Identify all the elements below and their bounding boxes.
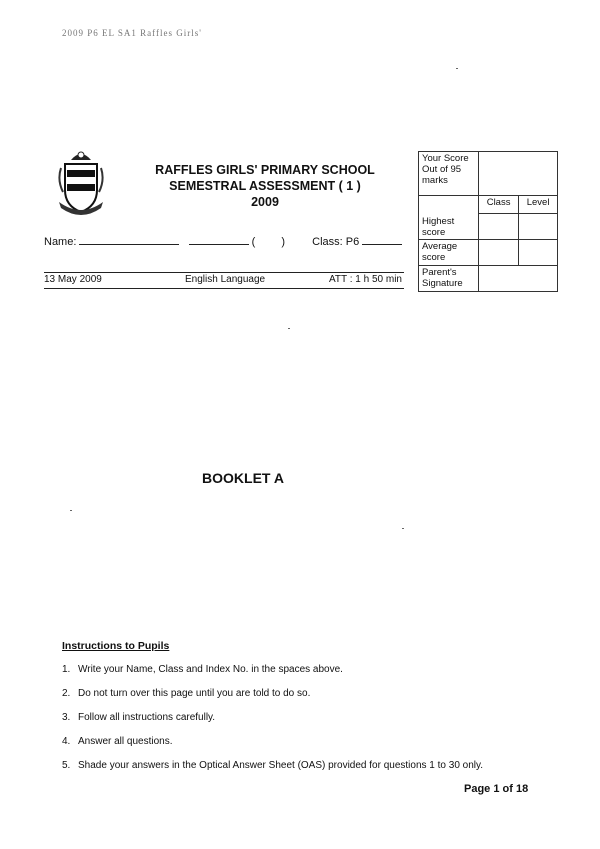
your-score-label: Your Score Out of 95 marks: [419, 152, 479, 196]
scan-speck: [456, 68, 458, 69]
average-score-label: Average score: [419, 240, 479, 266]
page-number: Page 1 of 18: [464, 783, 529, 795]
index-paren-open: (: [251, 236, 256, 248]
instructions-list: [62, 664, 483, 784]
average-class-cell[interactable]: [479, 240, 519, 266]
name-label: Name:: [44, 236, 77, 248]
name-class-row: [44, 234, 402, 248]
index-field[interactable]: [258, 235, 278, 245]
list-item: 3. Follow all instructions carefully.: [62, 712, 216, 723]
name-field[interactable]: [79, 234, 179, 245]
school-name: RAFFLES GIRLS' PRIMARY SCHOOL: [155, 163, 375, 177]
exam-info-row: [44, 272, 404, 289]
index-paren-close: ): [281, 236, 286, 248]
class-value: P6: [345, 236, 360, 248]
average-level-cell[interactable]: [519, 240, 558, 266]
list-item: 1. Write your Name, Class and Index No. in the spaces above.: [62, 664, 343, 675]
instructions-title: Instructions to Pupils: [62, 640, 170, 652]
list-item: 4. Answer all questions.: [62, 736, 173, 747]
class-column-header: Class: [479, 196, 519, 214]
highest-class-cell[interactable]: [479, 213, 519, 239]
exam-subject: English Language: [185, 274, 266, 285]
highest-level-cell[interactable]: [519, 213, 558, 239]
name-field-2[interactable]: [189, 234, 249, 245]
parent-signature-label: Parent's Signature: [419, 266, 479, 292]
scan-speck: [402, 528, 404, 529]
exam-duration: ATT : 1 h 50 min: [329, 274, 402, 285]
list-item: 5. Shade your answers in the Optical Answer Sheet (OAS) provided for questions 1 to 30 only.: [62, 760, 484, 771]
score-table: [418, 151, 558, 292]
level-column-header: Level: [519, 196, 558, 214]
scan-speck: [70, 510, 72, 511]
assessment-year: 2009: [251, 195, 279, 209]
list-item: 2. Do not turn over this page until you are told to do so.: [62, 688, 311, 699]
class-label: Class:: [312, 236, 343, 248]
parent-signature-cell[interactable]: [479, 266, 558, 292]
header-note: 2009 P6 EL SA1 Raffles Girls': [62, 28, 202, 38]
scan-speck: [288, 328, 290, 329]
booklet-title: BOOKLET A: [202, 470, 284, 486]
school-heading: [130, 162, 400, 210]
exam-date: 13 May 2009: [44, 274, 102, 285]
class-field[interactable]: [362, 234, 402, 245]
school-crest-icon: [57, 146, 105, 216]
your-score-cell[interactable]: [479, 152, 558, 196]
highest-score-label: Highest score: [419, 196, 479, 240]
assessment-title: SEMESTRAL ASSESSMENT ( 1 ): [169, 179, 361, 193]
